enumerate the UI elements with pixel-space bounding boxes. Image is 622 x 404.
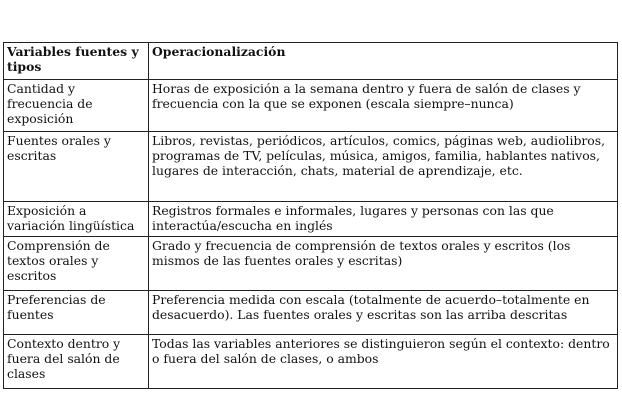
operationalization-cell: Horas de exposición a la semana dentro y fuera de salón de clases y frecuencia con la que se exponen (escala siempre–nunca) [149, 80, 618, 132]
variable-cell: Exposición a variación lingüística [4, 202, 149, 237]
table-row [4, 132, 618, 202]
variable-cell: Contexto dentro y fuera del salón de clases [4, 335, 149, 389]
header-operationalization: Operacionalización [149, 43, 618, 80]
table-row [4, 335, 618, 389]
table-row [4, 237, 618, 291]
variable-cell: Comprensión de textos orales y escritos [4, 237, 149, 291]
variable-cell: Fuentes orales y escritas [4, 132, 149, 202]
operationalization-cell: Grado y frecuencia de comprensión de textos orales y escritos (los mismos de las fuentes orales y escritas) [149, 237, 618, 291]
table-row [4, 80, 618, 132]
operationalization-cell: Preferencia medida con escala (totalmente de acuerdo–totalmente en desacuerdo). Las fuentes orales y escritas son las arriba descritas [149, 291, 618, 335]
operationalization-cell: Todas las variables anteriores se distinguieron según el contexto: dentro o fuera del salón de clases, o ambos [149, 335, 618, 389]
operationalization-table-container [3, 42, 618, 389]
table-row [4, 291, 618, 335]
operationalization-table [3, 42, 618, 389]
table-header-row [4, 43, 618, 80]
header-variables: Variables fuentes y tipos [4, 43, 149, 80]
variable-cell: Preferencias de fuentes [4, 291, 149, 335]
variable-cell: Cantidad y frecuencia de exposición [4, 80, 149, 132]
table-row [4, 202, 618, 237]
operationalization-cell: Registros formales e informales, lugares y personas con las que interactúa/escucha en inglés [149, 202, 618, 237]
operationalization-cell: Libros, revistas, periódicos, artículos, comics, páginas web, audiolibros, programas de TV, películas, música, amigos, familia, hablantes nativos, lugares de interacción, chats, material de aprendizaje, etc. [149, 132, 618, 202]
